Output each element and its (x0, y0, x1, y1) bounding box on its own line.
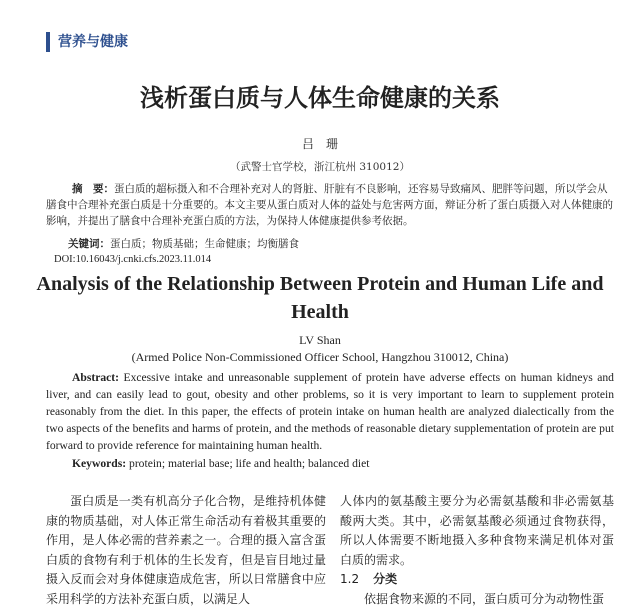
chinese-abstract-label: 摘 要： (46, 183, 114, 195)
chinese-author: 吕 珊 (0, 135, 640, 152)
body-paragraph: 蛋白质是一类有机高分子化合物，是维持机体健康的物质基础，对人体正常生命活动有着极其重要的作用，是人体必需的营养素之一。合理的摄入富含蛋白质的食物有利于机体的生长发育，但是盲目地过量摄入反而会对身体健康造成危害，所以日常膳食中应采用科学的方法补充蛋白质，以满足人 (46, 492, 326, 609)
subsection-number: 1.2 (340, 572, 359, 586)
english-affiliation: (Armed Police Non-Commissioned Officer School, Hangzhou 310012, China) (0, 350, 640, 365)
english-keywords-text: protein; material base; life and health; balanced diet (129, 457, 369, 470)
subsection-title: 分类 (373, 572, 397, 586)
doi: DOI:10.16043/j.cnki.cfs.2023.11.014 (54, 254, 211, 265)
chinese-affiliation: （武警士官学校，浙江杭州 310012） (0, 159, 640, 174)
body-column-right (340, 492, 614, 609)
chinese-keywords-text: 蛋白质；物质基础；生命健康；均衡膳食 (110, 238, 299, 250)
chinese-abstract-text: 蛋白质的超标摄入和不合理补充对人的肾脏、肝脏有不良影响，还容易导致痛风、肥胖等问题，所以学会从膳食中合理补充蛋白质是十分重要的。本文主要从蛋白质对人体的益处与危害两方面，辩证分析了蛋白质摄入对人体健康的影响，并提出了膳食中合理补充蛋白质的方法，为保持人体健康提供参考依据。 (46, 183, 613, 227)
chinese-title: 浅析蛋白质与人体生命健康的关系 (0, 78, 640, 113)
chinese-keywords-label: 关键词： (46, 238, 110, 250)
english-abstract-text: Excessive intake and unreasonable supplement of protein have adverse effects on human kidneys and liver, and can easily lead to gout, obesity and other problems, so it is very important to learn to supplement protein reasonably from the diet. In this paper, the effects of protein intake on human health are analyzed dialectically from the two aspects of the benefits and harms of protein, and the methods of reasonable dietary supplementation of protein are put forward to provide reference for maintaining human health. (46, 371, 614, 452)
english-author: LV Shan (0, 333, 640, 348)
chinese-keywords (46, 236, 614, 252)
english-title: Analysis of the Relationship Between Protein and Human Life and Health (30, 270, 610, 326)
body-column-left (46, 492, 326, 609)
english-abstract (46, 369, 614, 454)
subsection-heading (340, 570, 614, 590)
section-tag: 营养与健康 (46, 32, 128, 52)
english-abstract-label: Abstract: (46, 371, 119, 384)
english-keywords-label: Keywords: (72, 457, 126, 470)
body-paragraph: 人体内的氨基酸主要分为必需氨基酸和非必需氨基酸两大类。其中，必需氨基酸必须通过食物获得，所以人体需要不断地摄入多种食物来满足机体对蛋白质的需求。 (340, 492, 614, 570)
english-keywords (72, 457, 369, 470)
body-paragraph: 依据食物来源的不同，蛋白质可分为动物性蛋 (340, 590, 614, 609)
chinese-abstract (46, 181, 614, 229)
